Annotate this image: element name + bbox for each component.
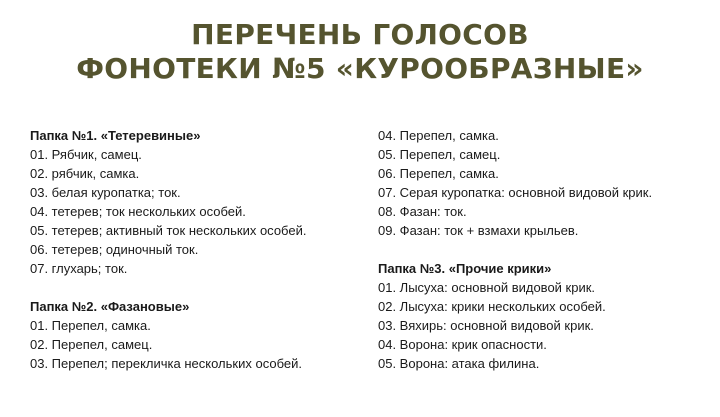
list-item: 02. Лысуха: крики нескольких особей.	[378, 299, 606, 314]
list-item: 04. тетерев; ток нескольких особей.	[30, 204, 246, 219]
list-item: 01. Рябчик, самец.	[30, 147, 142, 162]
list-item: 05. Ворона: атака филина.	[378, 356, 540, 371]
list-item: 01. Перепел, самка.	[30, 318, 151, 333]
folder-1-heading: Папка №1. «Тетеревиные»	[30, 128, 201, 143]
left-column	[30, 126, 360, 392]
folder-2-continued	[378, 126, 708, 240]
list-item: 07. глухарь; ток.	[30, 261, 128, 276]
list-item: 09. Фазан: ток + взмахи крыльев.	[378, 223, 579, 238]
list-item: 06. Перепел, самка.	[378, 166, 499, 181]
page-title	[0, 18, 720, 86]
list-item: 02. рябчик, самка.	[30, 166, 140, 181]
folder-3	[378, 259, 708, 373]
folder-2	[30, 297, 360, 373]
right-column	[378, 126, 708, 392]
list-item: 06. тетерев; одиночный ток.	[30, 242, 199, 257]
title-line-1: ПЕРЕЧЕНЬ ГОЛОСОВ	[191, 18, 529, 51]
list-item: 04. Перепел, самка.	[378, 128, 499, 143]
title-line-2: ФОНОТЕКИ №5 «КУРООБРАЗНЫЕ»	[76, 52, 644, 85]
list-item: 07. Серая куропатка: основной видовой крик.	[378, 185, 653, 200]
list-item: 03. Перепел; перекличка нескольких особей.	[30, 356, 302, 371]
list-item: 03. белая куропатка; ток.	[30, 185, 181, 200]
folder-1	[30, 126, 360, 278]
list-item: 02. Перепел, самец.	[30, 337, 153, 352]
list-item: 05. тетерев; активный ток нескольких особей.	[30, 223, 307, 238]
list-item: 03. Вяхирь: основной видовой крик.	[378, 318, 594, 333]
folder-3-heading: Папка №3. «Прочие крики»	[378, 261, 552, 276]
list-item: 04. Ворона: крик опасности.	[378, 337, 547, 352]
folder-2-heading: Папка №2. «Фазановые»	[30, 299, 190, 314]
list-item: 08. Фазан: ток.	[378, 204, 467, 219]
list-item: 01. Лысуха: основной видовой крик.	[378, 280, 596, 295]
list-item: 05. Перепел, самец.	[378, 147, 501, 162]
